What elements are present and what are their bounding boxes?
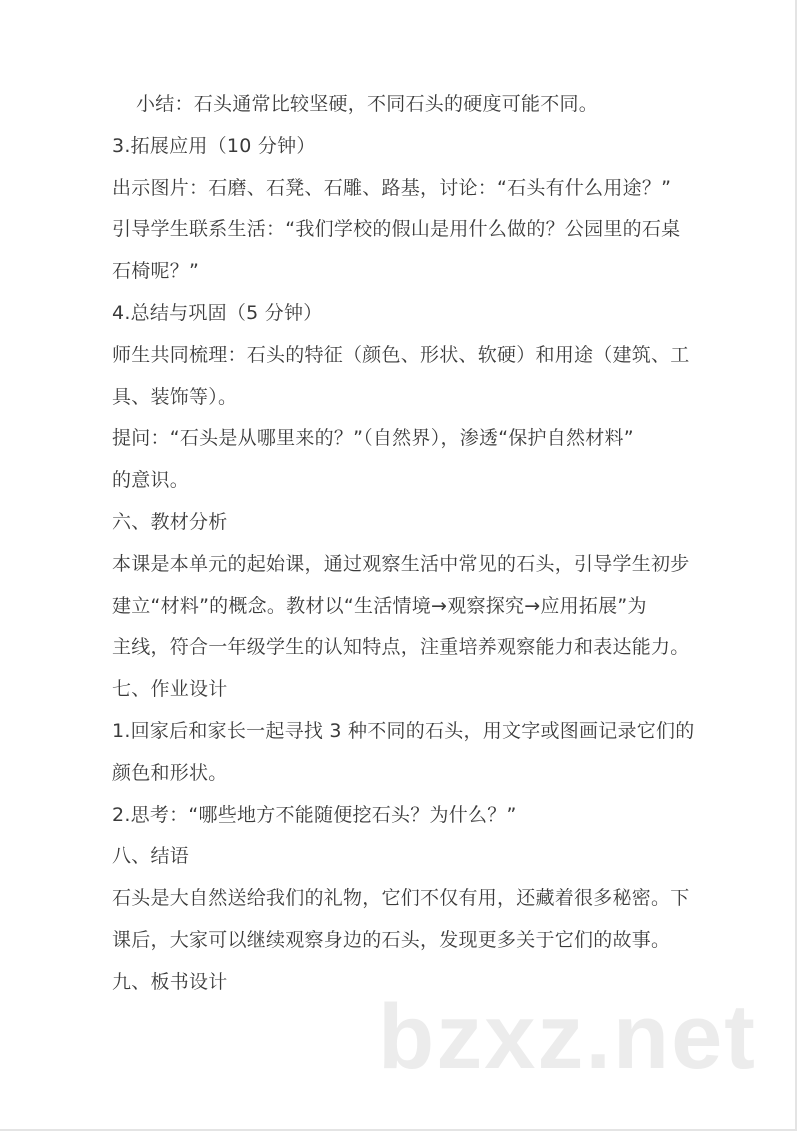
paragraph-line: 1.回家后和家长一起寻找 3 种不同的石头，用文字或图画记录它们的 [112, 719, 695, 742]
paragraph-line: 建立“材料”的概念。教材以“生活情境→观察探究→应用拓展”为 [112, 594, 647, 617]
paragraph-line: 的意识。 [112, 469, 190, 492]
watermark: bzxz.net [378, 986, 757, 1088]
paragraph-line: 石头是大自然送给我们的礼物，它们不仅有用，还藏着很多秘密。下 [112, 887, 690, 910]
document-body [112, 84, 702, 1004]
paragraph-line: 石椅呢？” [112, 260, 200, 283]
paragraph-line: 主线，符合一年级学生的认知特点，注重培养观察能力和表达能力。 [112, 636, 690, 659]
paragraph-line: 提问：“石头是从哪里来的？”（自然界），渗透“保护自然材料” [112, 427, 634, 450]
paragraph-line: 颜色和形状。 [112, 761, 228, 784]
paragraph-line: 出示图片：石磨、石凳、石雕、路基，讨论：“石头有什么用途？” [112, 176, 672, 199]
section-heading: 九、板书设计 [112, 970, 228, 993]
section-heading: 3.拓展应用（10 分钟） [112, 134, 316, 157]
section-heading: 4.总结与巩固（5 分钟） [112, 301, 323, 324]
paragraph-line: 2.思考：“哪些地方不能随便挖石头？为什么？” [112, 803, 517, 826]
paragraph-line: 师生共同梳理：石头的特征（颜色、形状、软硬）和用途（建筑、工 [112, 343, 690, 366]
paragraph-line: 具、装饰等）。 [112, 385, 238, 408]
summary-line: 小结：石头通常比较坚硬，不同石头的硬度可能不同。 [136, 93, 599, 115]
section-heading: 六、教材分析 [112, 510, 228, 533]
paragraph-line: 引导学生联系生活：“我们学校的假山是用什么做的？公园里的石桌 [112, 218, 681, 241]
section-heading: 八、结语 [112, 845, 190, 868]
section-heading: 七、作业设计 [112, 678, 228, 701]
paragraph-line: 本课是本单元的起始课，通过观察生活中常见的石头，引导学生初步 [112, 552, 690, 575]
paragraph-line: 课后，大家可以继续观察身边的石头，发现更多关于它们的故事。 [112, 928, 671, 951]
